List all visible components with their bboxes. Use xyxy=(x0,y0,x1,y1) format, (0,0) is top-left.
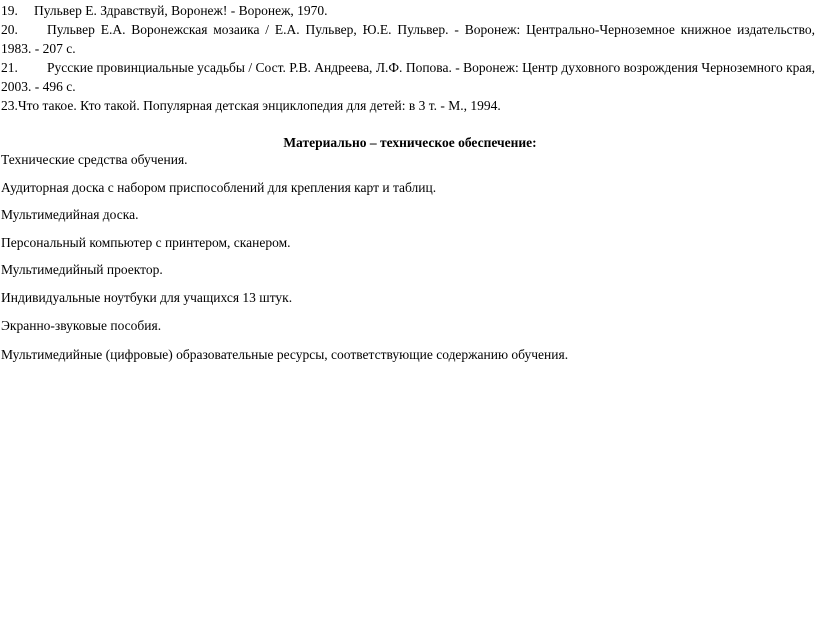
entry-number: 21. xyxy=(1,60,18,75)
equipment-item: Экранно-звуковые пособия. xyxy=(1,318,162,333)
bibliography-entry-23 xyxy=(1,96,815,115)
bibliography-entry-19 xyxy=(1,1,815,20)
entry-text: Пульвер Е. Здравствуй, Воронеж! - Воронеж, 1970. xyxy=(34,3,328,18)
equipment-item: Аудиторная доска с набором приспособлений для крепления карт и таблиц. xyxy=(1,180,437,195)
equipment-item: Технические средства обучения. xyxy=(1,152,188,167)
entry-text: Пульвер Е.А. Воронежская мозаика / Е.А. Пульвер, Ю.Е. Пульвер. - Воронеж: Центрально-Черноземное книжное издательство, 1983. - 207 с. xyxy=(1,22,815,56)
entry-number: 19. xyxy=(1,3,18,18)
bibliography-entry-21 xyxy=(1,58,815,96)
entry-text: 23.Что такое. Кто такой. Популярная детская энциклопедия для детей: в 3 т. - М., 1994. xyxy=(1,98,501,113)
equipment-item: Персональный компьютер с принтером, сканером. xyxy=(1,235,291,250)
equipment-item: Мультимедийные (цифровые) образовательные ресурсы, соответствующие содержанию обучения. xyxy=(1,347,569,362)
equipment-item: Мультимедийный проектор. xyxy=(1,262,163,277)
entry-number: 20. xyxy=(1,22,18,37)
section-heading-text: Материально – техническое обеспечение: xyxy=(283,135,537,150)
equipment-item: Мультимедийная доска. xyxy=(1,207,139,222)
section-heading xyxy=(0,135,816,151)
bibliography-entry-20 xyxy=(1,20,815,58)
entry-text: Русские провинциальные усадьбы / Сост. Р.В. Андреева, Л.Ф. Попова. - Воронеж: Центр духовного возрождения Черноземного края, 2003. - 496 с. xyxy=(1,60,815,94)
bibliography-list xyxy=(1,1,815,115)
equipment-item: Индивидуальные ноутбуки для учащихся 13 штук. xyxy=(1,290,293,305)
